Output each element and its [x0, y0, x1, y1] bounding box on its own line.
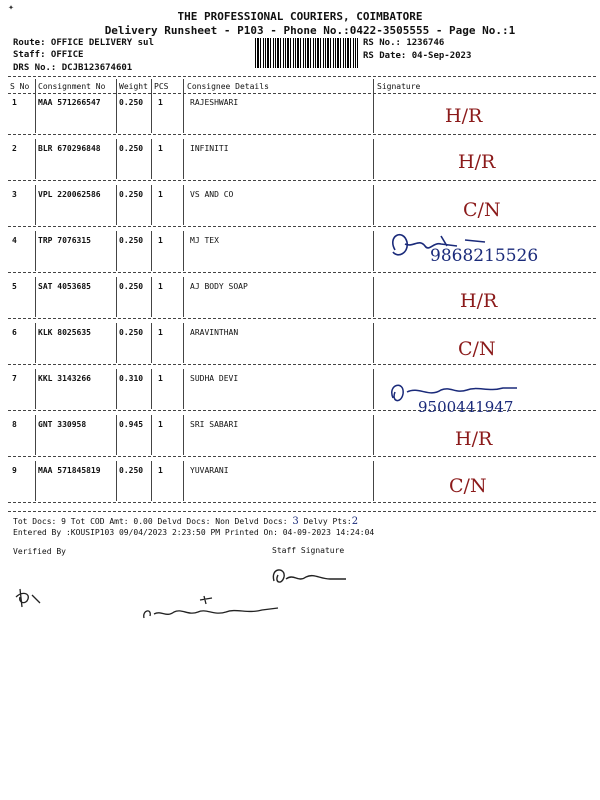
staff-signature-scribble — [270, 565, 350, 587]
divider — [8, 226, 596, 227]
rs-number: RS No.: 1236746 — [363, 38, 445, 48]
row-pcs: 1 — [158, 98, 163, 107]
verified-signature-scribble — [14, 585, 44, 609]
row-sno: 4 — [12, 236, 17, 245]
row-consignment: SAT 4053685 — [38, 282, 91, 291]
row-sno: 1 — [12, 98, 17, 107]
col-consignment: Consignment No — [38, 82, 106, 91]
divider — [8, 272, 596, 273]
row-weight: 0.250 — [119, 328, 144, 337]
row-consignment: TRP 7076315 — [38, 236, 91, 245]
row-weight: 0.250 — [119, 282, 144, 291]
row-consignment: KKL 3143266 — [38, 374, 91, 383]
row-weight: 0.250 — [119, 466, 144, 475]
row-weight: 0.250 — [119, 144, 144, 153]
row-pcs: 1 — [158, 328, 163, 337]
row-consignee: VS AND CO — [190, 190, 234, 199]
entered-by-line: Entered By :KOUSIP103 09/04/2023 2:23:50 PM Printed On: 04-09-2023 14:24:04 — [13, 528, 375, 537]
row-pcs: 1 — [158, 466, 163, 475]
row-consignment: VPL 220062586 — [38, 190, 101, 199]
row-sno: 3 — [12, 190, 17, 199]
row-consignment: BLR 670296848 — [38, 144, 101, 153]
row-consignee: SUDHA DEVI — [190, 374, 239, 383]
row-pcs: 1 — [158, 144, 163, 153]
row-weight: 0.310 — [119, 374, 144, 383]
row-sno: 2 — [12, 144, 17, 153]
rs-date: RS Date: 04-Sep-2023 — [363, 51, 472, 61]
totals-line: Tot Docs: 9 Tot COD Amt: 0.00 Delvd Docs: Non Delvd Docs: 3 Delvy Pts:2 — [13, 516, 359, 527]
row-consignment: MAA 571266547 — [38, 98, 101, 107]
col-weight: Weight — [119, 82, 148, 91]
row-pcs: 1 — [158, 190, 163, 199]
barcode — [255, 38, 358, 68]
staff-label: Staff: OFFICE — [13, 50, 84, 60]
row-pcs: 1 — [158, 374, 163, 383]
row-pcs: 1 — [158, 420, 163, 429]
divider — [8, 76, 596, 77]
divider — [8, 502, 596, 503]
col-pcs: PCS — [154, 82, 169, 91]
row-consignee: INFINITI — [190, 144, 229, 153]
signature-row-8: H/R — [455, 428, 493, 450]
row-consignee: YUVARANI — [190, 466, 229, 475]
row-consignment: GNT 330958 — [38, 420, 87, 429]
phone-row-4: 9868215526 — [430, 246, 539, 266]
row-sno: 7 — [12, 374, 17, 383]
divider — [8, 180, 596, 181]
runsheet-title: Delivery Runsheet - P103 - Phone No.:0422-3505555 - Page No.:1 — [104, 24, 516, 37]
row-consignee: RAJESHWARI — [190, 98, 239, 107]
drs-number: DRS No.: DCJB123674601 — [13, 63, 133, 73]
row-sno: 6 — [12, 328, 17, 337]
divider — [8, 511, 596, 512]
divider — [8, 318, 596, 319]
route-label: Route: OFFICE DELIVERY sul — [13, 38, 154, 48]
row-consignment: MAA 571845819 — [38, 466, 101, 475]
divider — [8, 93, 596, 94]
row-consignee: SRI SABARI — [190, 420, 239, 429]
row-weight: 0.945 — [119, 420, 144, 429]
pen-mark-icon: ✦ — [8, 2, 15, 13]
row-sno: 9 — [12, 466, 17, 475]
row-consignee: MJ TEX — [190, 236, 219, 245]
col-sno: S No — [10, 82, 30, 91]
row-consignee: AJ BODY SOAP — [190, 282, 248, 291]
row-consignee: ARAVINTHAN — [190, 328, 239, 337]
row-consignment: KLK 8025635 — [38, 328, 91, 337]
signature-row-9: C/N — [449, 475, 487, 497]
row-sno: 5 — [12, 282, 17, 291]
signature-row-1: H/R — [445, 105, 483, 127]
divider — [8, 134, 596, 135]
signature-row-6: C/N — [458, 338, 496, 360]
signature-row-2: H/R — [458, 151, 496, 173]
signature-row-3: C/N — [463, 199, 501, 221]
row-pcs: 1 — [158, 282, 163, 291]
phone-row-7: 9500441947 — [418, 398, 514, 416]
verified-by-label: Verified By — [13, 547, 66, 556]
verifier-name-scribble — [140, 590, 290, 626]
row-sno: 8 — [12, 420, 17, 429]
row-weight: 0.250 — [119, 190, 144, 199]
col-signature: Signature — [377, 82, 421, 91]
signature-row-5: H/R — [460, 290, 498, 312]
company-title: THE PROFESSIONAL COURIERS, COIMBATORE — [177, 10, 423, 23]
staff-signature-label: Staff Signature — [272, 546, 345, 555]
row-weight: 0.250 — [119, 236, 144, 245]
divider — [8, 364, 596, 365]
divider — [8, 456, 596, 457]
row-weight: 0.250 — [119, 98, 144, 107]
row-pcs: 1 — [158, 236, 163, 245]
col-consignee: Consignee Details — [187, 82, 269, 91]
